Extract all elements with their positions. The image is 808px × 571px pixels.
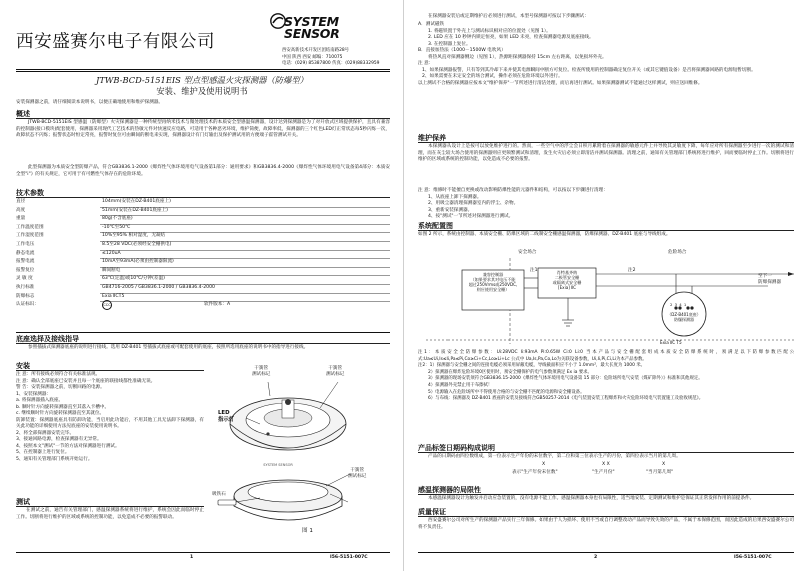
controller-line: 则应使用安全栅）: [476, 287, 510, 293]
install-step: 1、安装探测器：: [16, 391, 52, 397]
date-code-desc: "生产月份": [592, 470, 615, 475]
tube-mark-label-right: 干簧管 测试标记: [326, 366, 345, 377]
spec-key: 高度: [16, 207, 26, 213]
note-item: 2、如果需要在未定安全的场合测试，操作必须在危险环境以外进行。: [422, 74, 563, 80]
base-wiring-heading: 底座选择及接线指导: [16, 335, 390, 344]
test-a-step: 2. LED 应在 10 秒钟内锁定恒亮，如果 LED 未亮，检查探测器电源及底座接线。: [428, 35, 594, 41]
pin-label: 4: [679, 302, 682, 307]
spec-key: 工作温度范围: [16, 224, 44, 230]
spec-row: [16, 268, 390, 277]
install-step: c. 继续顺时针方向旋转探测器直至其就位。: [16, 411, 105, 417]
controller-line: 超过250Vrms或250VDC,: [468, 282, 518, 288]
date-code-desc: "当月第几周": [646, 470, 674, 475]
install-step: 防卸装置：探测器底座具有防卸功能，当启用此功能后，不用其他工具无法卸下探测器，有关此功能的详细使用方法见底座的安装使用说明书。: [16, 417, 204, 430]
header-rule: [16, 69, 390, 72]
spec-value: 10%至95% 相对湿度，无凝结: [102, 233, 166, 239]
detector-base-label: [662, 312, 706, 322]
install-notes: [16, 372, 204, 463]
system-config-text: 如图 2 所示，系统由控制器、本质安全栅、防爆区域的二线制安全栅感温探测器，防爆探测器、DZ-B401 底座与导线组成。: [418, 232, 671, 237]
figure-1: [208, 362, 392, 542]
diagram-note: 5）电源输入在危险场所中不得使用合格的与安全栅不匹配的电源和安全栅设备。: [428, 389, 585, 395]
diagram-note: 4）探测器外壳禁止用干布擦拭！: [428, 383, 493, 389]
spec-value: -10℃至50℃: [102, 224, 131, 230]
date-code-desc: 表示"生产年份末位数": [512, 470, 558, 475]
spec-row: [16, 242, 390, 251]
install-note: 注 意：确认全部底座已安装并且每一个底座的联接线都性准确无误。: [16, 378, 156, 384]
test-methods: [418, 22, 794, 87]
spec-value: 10mA至93mA(必须由控制器限流): [102, 259, 174, 265]
to-next-line: 防爆探测器: [758, 279, 781, 285]
spec-value: 瞬间断电: [102, 267, 121, 273]
spec-row: [16, 276, 390, 285]
install-step: a. 将探测器插入底座。: [16, 398, 64, 404]
ccc-stamp: CCC: [102, 300, 112, 310]
spec-row: [16, 208, 390, 217]
install-step: 2、将全部探测器安装完毕。: [16, 430, 75, 436]
spec-value: 63℃(定温)或10℃/分钟(差温): [102, 276, 165, 282]
page-number: 1: [190, 555, 194, 560]
software-version: 软件版本：A: [204, 302, 231, 308]
exia-mark: Exia ⅡC T5: [660, 340, 682, 345]
detector-illustration: [208, 362, 392, 542]
diagram-note: 注2：1）探测器与安全栅之间的连接电缆必须采用屏蔽电缆，导线截面积应不小于 1.0mm²，最大长度为 1000 米。: [418, 363, 646, 369]
barrier-line: 二极管安全栅: [554, 275, 580, 281]
spec-key: 执行标准: [16, 285, 35, 290]
note-item: 1、如果探测器报警，只有等到其冷却下来并使其电源瞬间中断方可复位。检查所使用的控制器确定复位开关（或其它键值设备）是否将探测器回路的电源短暂切断。: [422, 67, 756, 73]
spec-key: 直径: [16, 199, 26, 204]
address-line-2: 中国 陕西 西安 邮编：710075: [282, 54, 343, 60]
document-title-block: [0, 75, 404, 97]
spec-row: [16, 294, 390, 303]
maintenance-step: 4、按"测试"一节所述对探测器进行测试。: [428, 214, 514, 220]
limitations-heading: 感温探测器的局限性: [418, 486, 794, 495]
diagram-note: 6）与布线：探测器及 DZ-B401 底座的安装及接线符合GB50257-2014《电气装置安装工程爆炸和火灾危险环境电气装置施工及验收规范》。: [428, 396, 704, 402]
spec-value: 51mm(安装在DZ-B401底座上): [102, 207, 168, 213]
spec-row: [16, 259, 390, 268]
note-1-marker: 注1: [530, 268, 538, 273]
spec-row: [16, 216, 390, 225]
base-line: （DZ-B401底座）: [667, 312, 701, 317]
page-number: 2: [594, 555, 598, 560]
date-code-digit: X: [662, 462, 666, 467]
maintenance-warning: 注 意：维修时不能擅自更换或改动影响防爆性能的元器件和结构，可以按以下步骤进行清理：: [418, 188, 608, 193]
spec-value: ≤120uA: [102, 250, 121, 256]
system-diagram: [418, 244, 794, 348]
document-subtitle: 安装、维护及使用说明书: [156, 85, 248, 96]
spec-row: [16, 233, 390, 242]
company-name: 西安盛赛尔电子有限公司: [16, 32, 216, 52]
diagram-note: 2）探测器在爆炸危险环境0区使用时，须安全栅保护的电气参数须满足 Ex ia 要求。: [428, 369, 592, 375]
test-a-step: 3. 在控制器上复位。: [428, 41, 471, 47]
intro-text: 安装探测器之前，请仔细阅读本说明书，以便正确地使用和维护探测器。: [16, 100, 164, 105]
spec-row: [16, 285, 390, 294]
document-title: JTWB-BCD-5151EIS 型点型感温火灾探测器（防爆型）: [96, 75, 308, 85]
safe-area-label: 安全场合: [518, 250, 537, 255]
test-a-heading: A．测试磁铁: [418, 22, 445, 27]
tube-mark-label-bottom: 干簧管 测试标记: [348, 468, 367, 479]
test-heading: 测试: [16, 498, 204, 507]
install-step: 5、在控制器上进行复位。: [16, 450, 70, 456]
spec-key: 灵 敏 度: [16, 276, 33, 282]
system-sensor-logo: [270, 13, 390, 53]
pin-label: 3: [674, 302, 678, 307]
label-date-text: 产品的日期码由四位数组成，第一位表示生产年份的末位数字，第二位和第三位表示生产的月份，第四位表示当月的第几周。: [428, 454, 681, 459]
install-warning: 警 告：安装探测器之前，切断回路的电源。: [16, 385, 105, 391]
spec-value: GB4716-2005 / GB3836.1-2000 / GB3836.4-2000: [102, 285, 215, 290]
maintenance-steps: [418, 188, 794, 221]
install-step: b. 顺时针方向旋转探测器直至其落入卡槽中。: [16, 404, 110, 410]
spec-key: 静态电流: [16, 250, 35, 256]
warranty-text: 西安盛赛尔公司对所生产的探测器产品实行三年保修。如果由于人为损坏、使用不当或自行调整改动产品而导致失效的产品，不属于本保修范围，而因此造成的后果西安盛赛尔公司将不负责任。: [418, 518, 794, 530]
barrier-line: 肖特基齐纳: [556, 270, 578, 275]
spec-table: [0, 199, 404, 319]
spec-key: 工作湿度范围: [16, 233, 44, 239]
controller-box: [464, 272, 522, 292]
svg-text:SYSTEM SENSOR: SYSTEM SENSOR: [263, 463, 293, 467]
label-date-heading: 产品标签日期码构成说明: [418, 444, 794, 453]
limitations-text: 本感温探测器设计为触发并启动应急装置的，没有电源不能工作。感温探测器本身也有局限性，适当地安装、定期测试和维护是保证其正常发挥作用的前提条件。: [428, 496, 755, 501]
test-intro: 在探测器安装后或定期维护后必须进行测试，本型号探测器可按以下步骤测试：: [428, 14, 589, 19]
maintenance-heading: 维护保养: [418, 134, 794, 143]
controller-line: （如果要求其对电压不能: [470, 277, 516, 283]
note-item: 以上测试不合格的探测器应按本文"维护保养"一节所述进行清洁处理，而后再进行测试。如果探测器测试不能通过这样测试，则应送回维修。: [418, 80, 703, 86]
maintenance-step: 2、用吸尘器清理探测器室内的浮尘、杂物。: [428, 201, 519, 207]
safety-barrier-box: [540, 270, 594, 290]
warranty-heading: 质量保证: [418, 508, 794, 517]
spec-value: Exia ⅡCT5: [102, 293, 125, 299]
spec-key: 工作电压: [16, 242, 35, 247]
page-2: [404, 0, 808, 571]
overview-heading: 概述: [16, 110, 390, 119]
spec-row: [16, 251, 390, 260]
barrier-line: [Exia] ⅡC: [557, 285, 577, 291]
base-wiring-text: 参照插拔式探测器底座的说明进行接线。选用 DZ-B401 型插拔式底座或可配套使用的底座，按照所选用底座的说明书中的指导进行接线。: [28, 345, 309, 350]
spec-row: [16, 225, 390, 234]
tech-specs-heading: 技术参数: [16, 189, 390, 198]
company-address: [282, 48, 379, 68]
spec-key: 报警复位: [16, 267, 35, 273]
magnet-label: 吸铁石: [212, 492, 226, 497]
logo-line-1: SYSTEM: [284, 14, 339, 29]
address-line-1: 西安高新技术开发区团结南路28号: [282, 48, 350, 53]
to-next-detector-label: [758, 274, 781, 285]
diagram-note: 3）探测器的现场安装须符合GB3836.15-2000《爆炸性气体环境用电气设备第 15 部分：危险场所电气安装（煤矿除外）》标准和其他规定。: [428, 376, 703, 382]
test-a-step: 1. 将磁铁置于外壳上与测试标识相对应的位置处（见图 1）。: [428, 28, 551, 34]
spec-value: 80g(不含底座): [102, 216, 133, 222]
maintenance-paragraph: 本探测器从设计上是按可以放免维护进行的。然而，一些空气中的浮尘会日积月累附着在探测器的敏感元件上并导致其灵敏度下降，每年应对所有探测器至少进行一次的测试和清理，而在灰尘较大场合使用的探测器则应更频繁测试和清理，发生火灾后必须立即清洁并测试探测器。清理之前，通知有关管理部门系统将进行维护，回而要临时停止工作。切断将进行维护的区域或系统的控制功能，以免造成不必要的报警。: [418, 144, 794, 163]
date-code-digit: X X: [602, 462, 610, 467]
pin-label: 2: [670, 302, 673, 307]
spec-key: 重量: [16, 216, 26, 222]
spec-value: 8.5至28 VDC(必须经安全栅供电): [102, 242, 172, 247]
cert-mark-icon: [102, 300, 112, 310]
install-step: 5、通知有关管理部门系统开始运行。: [16, 456, 93, 462]
install-note: 注 意：所有接线必须符合有关标准法规。: [16, 372, 101, 377]
maintenance-step: 1、从底座上卸下探测器。: [428, 194, 482, 200]
note-2-marker: 注2: [628, 268, 636, 273]
system-wiring-diagram: [418, 244, 794, 348]
danger-area-label: 危险场合: [668, 250, 687, 255]
spec-key: 防爆标志: [16, 293, 35, 299]
install-step: 3、接通回路电源，检查探测器有无异常。: [16, 437, 102, 443]
test-text: 在测试之前，通告有关管理部门，感温探测器系统将进行维护，系统会因此而临时停止工作。切断将进行维护的区域或系统的控制功能，以免造成不必要的报警联动。: [16, 508, 204, 520]
spec-key: 认证标识：: [16, 302, 39, 308]
spec-value: 104mm(安装在DZ-B401底座上): [102, 199, 171, 204]
note-heading: 注 意：: [418, 61, 434, 67]
overview-paragraph-1: JTWB-BCD-5151EIS 型感温（防爆型）火灾探测器是一种传统型再纳米技术与微处理技术的本质安全型感温探测器，设计达到探测器是为了对开放式区域提供保护，且具有兼容的控制器(接口模块)配套使用，探测器采用现代工艺技术的热敏元件对快速反应电路，可适用于各种恶劣环境，维护简便，故障率低，探测器的三个红色LED灯正常状态每5秒闪烁一次，故障状态不闪烁；报警状态时恒定常亮，报警时复位可由瞬间的断电来实现，探测器设计有门灯输出及保护测试用的方便端子霍管测试开关。: [16, 120, 390, 139]
pin-labels: [670, 302, 686, 307]
system-config-heading: 系统配置图: [418, 222, 794, 231]
install-heading: 安装: [16, 362, 204, 371]
controller-line: 兼容控制器: [482, 272, 504, 277]
test-b-heading: B．直接加热法（1000－1500W 电吹风）: [418, 48, 506, 54]
base-line: 防爆探测器: [674, 317, 694, 322]
maintenance-step: 3、重新安装探测器。: [428, 207, 473, 213]
led-label: LED 指示灯: [218, 410, 235, 423]
document-code: I56-5151-007C: [330, 555, 368, 560]
figure-1-caption: 图 1: [302, 528, 313, 534]
to-next-line: 至下一: [758, 274, 772, 279]
install-step: 4、按照本文"测试"一节的方法对探测器进行测试。: [16, 443, 120, 449]
address-line-3: 电话：(029) 85387800 传真：(029)88332959: [282, 61, 380, 67]
spec-key: 报警电流: [16, 259, 35, 265]
document-code: I56-5151-007C: [734, 555, 772, 560]
date-code-digit: X: [542, 462, 546, 467]
test-b-step: 将热风直对探测器侧边（见图 1），热源距探测器保持 15cm 左右距离，以免损坏外壳。: [428, 54, 607, 60]
overview-paragraph-2: 此型探测器为本质安全型防爆产品，符合GB3836.1-2000《爆炸性气体环境用电气设备第1部分：通用要求》和GB3836.4-2000《爆炸性气体环境用电气设备第4部分：本质安全型"i"》的有关规定，它可用于有可燃性气体存在的危险环境。: [16, 165, 390, 177]
barrier-line: 或隔离式安全栅: [552, 280, 582, 286]
spec-row: [16, 199, 390, 208]
diagram-notes: [418, 350, 794, 403]
spec-row-cert: [16, 302, 390, 316]
tube-mark-label-left: 干簧管 测试标记: [252, 366, 271, 377]
logo-line-2: SENSOR: [284, 26, 340, 41]
date-code-breakdown: [418, 462, 794, 480]
pin-label: 1: [683, 302, 687, 307]
diagram-note: 注1：本质安全全防爆参数：Ui:28VDC Ii:93mA Pi:0.65W Ci:0 Li:0 当本产品与安全栅配套组成本质安全防爆系统时，须满足以下防爆参数匹配公式:Ua≤Ui,Is≤Ii,Pa≤Pi,Co≥Ci+Cc,Lo≥Li+Lc 公式中 Ua,Is,Pa,Co,Lo为关联设备参数，Ui,Ii,Pi,Ci,Li为本产品参数。: [418, 350, 794, 362]
